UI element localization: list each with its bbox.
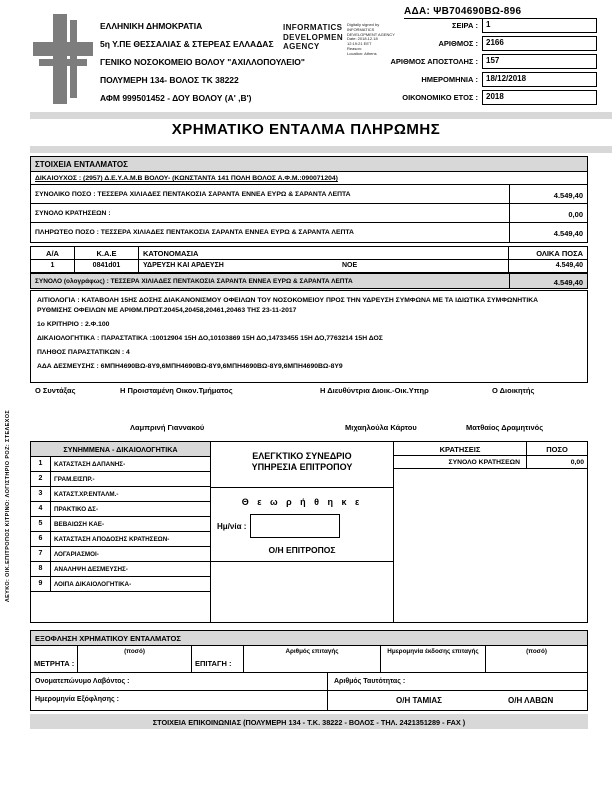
- attachment-num: 4: [31, 502, 51, 516]
- total-amount-row: [31, 185, 587, 204]
- attachment-row: [31, 577, 210, 592]
- cheque-number-hint: Αριθμός επιταγής: [244, 646, 381, 672]
- cell-aa: 1: [31, 260, 75, 272]
- header-field-row-imerominia: [0, 72, 612, 88]
- cheque-label: ΕΠΙΤΑΓΗ :: [192, 646, 244, 672]
- attachment-num: 2: [31, 472, 51, 486]
- cell-name: [139, 260, 509, 272]
- deductions-amount-header: ΠΟΣΟ: [546, 445, 568, 454]
- recipient-row: [31, 673, 587, 691]
- cashier-label: Ο/Η ΤΑΜΙΑΣ: [396, 696, 442, 705]
- stamp-line: AGENCY: [283, 42, 320, 51]
- deductions-total-amount: 0,00: [570, 459, 584, 466]
- attachment-num: 7: [31, 547, 51, 561]
- col-header-aa: Α/Α: [31, 247, 75, 259]
- signature-title-director: Η Διευθύντρια Διοικ.-Οικ.Υπηρ: [320, 386, 429, 395]
- copy-color-side-note: ΛΕΥΚΟ: ΟΙΚ.ΕΠΙΤΡΟΠΟΣ ΚΙΤΡΙΝΟ: ΛΟΓΙΣΤΗΡΙΟ ΡΟΖ: ΣΤΕΛΕΧΟΣ: [5, 409, 11, 602]
- receiver-label: Ο/Η ΛΑΒΩΝ: [508, 696, 554, 705]
- deductions-total-row: [394, 456, 587, 469]
- header-field-row-seira: [0, 18, 612, 34]
- kae-total-amount: 4.549,40: [509, 274, 587, 288]
- sig-detail-line: INFORMATICS: [347, 26, 375, 32]
- commissioner-label: Ο/Η ΕΠΙΤΡΟΠΟΣ: [268, 545, 336, 555]
- cell-amount: 4.549,40: [555, 262, 583, 269]
- attachment-label: ΠΡΑΚΤΙΚΟ ΔΣ-: [54, 506, 99, 513]
- cheque-amount-hint: (ποσό): [526, 648, 547, 655]
- etos-label: ΟΙΚΟΝΟΜΙΚΟ ΕΤΟΣ :: [402, 93, 478, 102]
- ada-code: ΑΔΑ: ΨΒ704690ΒΩ-896: [404, 6, 522, 17]
- payment-method-row: [31, 646, 587, 673]
- audit-court-line1: ΕΛΕΓΚΤΙΚΟ ΣΥΝΕΔΡΙΟ: [252, 451, 352, 461]
- attachment-num: 8: [31, 562, 51, 576]
- org-line: ΕΛΛΗΝΙΚΗ ΔΗΜΟΚΡΑΤΙΑ: [100, 21, 203, 31]
- justification-documents: ΔΙΚΑΙΟΛΟΓΗΤΙΚΑ : ΠΑΡΑΣΤΑΤΙΚΑ :10012904 15Η ΔΟ,10103869 15Η ΔΟ,14733455 15Η ΔΟ,7763214 15Η ΔΟΣ: [37, 334, 383, 342]
- attachment-row: [31, 502, 210, 517]
- audit-date-box: [250, 514, 340, 538]
- attachment-label: ΛΟΓΑΡΙΑΣΜΟΙ-: [54, 551, 99, 558]
- approved-stamp-text: Θ ε ω ρ ή θ η κ ε: [241, 497, 363, 507]
- middle-section: [30, 441, 588, 623]
- sig-detail-line: DEVELOPMENT AGENCY: [347, 31, 395, 37]
- settlement-date-row: [31, 691, 587, 710]
- signature-title-governor: Ο Διοικητής: [492, 386, 535, 395]
- paid-date-label: Ημερομηνία Εξόφλησης :: [31, 691, 328, 710]
- seira-label: ΣΕΙΡΑ :: [451, 21, 478, 30]
- signature-name-3: Ματθαίος Δραμητινός: [466, 423, 544, 432]
- attachment-num: 3: [31, 487, 51, 501]
- signature-title-author: Ο Συντάξας: [35, 386, 76, 395]
- cheque-date-hint: Ημερομηνία έκδοσης επιταγής: [381, 646, 486, 672]
- stamp-line: INFORMATICS: [283, 23, 343, 32]
- attachment-label: ΛΟΙΠΑ ΔΙΚΑΙΟΛΟΓΗΤΙΚΑ-: [54, 581, 132, 588]
- beneficiary-line: ΔΙΚΑΙΟΥΧΟΣ : (2957) Δ.Ε.Υ.Α.Μ.Β ΒΟΛΟΥ- (ΚΩΝΣΤΑΝΤΑ 141 ΠΟΛΗ ΒΟΛΟΣ Α.Φ.Μ.:090071204): [31, 172, 587, 185]
- sig-detail-line: Digitally signed by: [347, 22, 380, 27]
- sig-detail-line: Reason:: [347, 45, 362, 51]
- attachment-row: [31, 532, 210, 547]
- cell-name-note: ΝΟΕ: [341, 262, 358, 269]
- signature-name-1: Λαμπρινή Γιαννακού: [130, 423, 205, 432]
- attachment-label: ΚΑΤΑΣΤΑΣΗ ΔΑΠΑΝΗΣ-: [54, 461, 126, 468]
- attachment-num: 1: [31, 457, 51, 471]
- payable-amount-row: [31, 223, 587, 242]
- audit-date-label: Ημ/νία :: [217, 521, 247, 531]
- header-field-row-arithmos: [0, 36, 612, 52]
- page-title: ΧΡΗΜΑΤΙΚΟ ΕΝΤΑΛΜΑ ΠΛΗΡΩΜΗΣ: [171, 121, 441, 138]
- deductions-column: [394, 442, 587, 622]
- recipient-id-label: Αριθμός Ταυτότητας :: [334, 678, 406, 685]
- attachment-num: 9: [31, 577, 51, 591]
- signature-name-2: Μιχαηλούλα Κάρτου: [345, 423, 417, 432]
- stamp-line: DEVELOPMEN: [283, 32, 344, 42]
- payment-settlement-box: [30, 630, 588, 711]
- attachment-label: ΒΕΒΑΙΩΣΗ ΚΑΕ-: [54, 521, 105, 528]
- imerominia-label: ΗΜΕΡΟΜΗΝΙΑ :: [421, 75, 478, 84]
- org-line: ΓΕΝΙΚΟ ΝΟΣΟΚΟΜΕΙΟ ΒΟΛΟΥ "ΑΧΙΛΛΟΠΟΥΛΕΙΟ": [100, 57, 305, 67]
- payable-amount-words: ΠΛΗΡΩΤΕΟ ΠΟΣΟ : ΤΕΣΣΕΡΑ ΧΙΛΙΑΔΕΣ ΠΕΝΤΑΚΟΣΙΑ ΣΑΡΑΝΤΑ ΕΝΝΕΑ ΕΥΡΩ & ΣΑΡΑΝΤΑ ΛΕΠΤΑ: [35, 229, 354, 236]
- deductions-total-label: ΣΥΝΟΛΟ ΚΡΑΤΗΣΕΩΝ: [394, 456, 527, 468]
- kae-total-words: ΣΥΝΟΛΟ (ολογράφως) : ΤΕΣΣΕΡΑ ΧΙΛΙΑΔΕΣ ΠΕΝΤΑΚΟΣΙΑ ΣΑΡΑΝΤΑ ΕΝΝΕΑ ΕΥΡΩ & ΣΑΡΑΝΤΑ ΛΕΠΤΑ: [35, 278, 353, 285]
- attachment-label: ΚΑΤΑΣΤΑΣΗ ΑΠΟΔΟΣΗΣ ΚΡΑΤΗΣΕΩΝ-: [54, 536, 170, 543]
- contact-footer-bar: ΣΤΟΙΧΕΙΑ ΕΠΙΚΟΙΝΩΝΙΑΣ (ΠΟΛΥΜΕΡΗ 134 - Τ.Κ. 38222 - ΒΟΛΟΣ - ΤΗΛ. 2421351289 - FAX ): [30, 714, 588, 729]
- attachments-column: [31, 442, 211, 622]
- col-header-name: ΚΑΤΟΝΟΜΑΣΙΑ: [139, 247, 509, 259]
- attachment-row: [31, 472, 210, 487]
- deductions-total-value: 0,00: [509, 204, 587, 222]
- cash-amount-hint: (ποσό): [78, 646, 192, 672]
- deductions-col-header: ΚΡΑΤΗΣΕΙΣ: [394, 442, 527, 455]
- attachment-row: [31, 517, 210, 532]
- total-amount-words: ΣΥΝΟΛΙΚΟ ΠΟΣΟ : ΤΕΣΣΕΡΑ ΧΙΛΙΑΔΕΣ ΠΕΝΤΑΚΟΣΙΑ ΣΑΡΑΝΤΑ ΕΝΝΕΑ ΕΥΡΩ & ΣΑΡΑΝΤΑ ΛΕΠΤΑ: [35, 191, 351, 198]
- attachment-label: ΚΑΤΑΣΤ.ΧΡ.ΕΝΤΑΛΜ.-: [54, 491, 119, 498]
- seira-value-box: 1: [482, 18, 597, 33]
- attachment-num: 6: [31, 532, 51, 546]
- audit-court-line2: ΥΠΗΡΕΣΙΑ ΕΠΙΤΡΟΠΟΥ: [251, 462, 353, 472]
- cell-name-text: ΥΔΡΕΥΣΗ ΚΑΙ ΑΡΔΕΥΣΗ: [143, 262, 224, 269]
- kae-table-row: [31, 260, 587, 272]
- attachments-title: ΣΥΝΗΜΜΕΝΑ - ΔΙΚΑΙΟΛΟΓΗΤΙΚΑ: [31, 442, 210, 457]
- attachment-label: ΑΝΑΛΗΨΗ ΔΕΣΜΕΥΣΗΣ-: [54, 566, 128, 573]
- justification-doc-count: ΠΛΗΘΟΣ ΠΑΡΑΣΤΑΤΙΚΩΝ : 4: [37, 348, 130, 356]
- sig-detail-line: Date: 2018.12.18: [347, 36, 378, 42]
- audit-divider: [211, 561, 393, 562]
- sig-detail-line: Location: Athens: [347, 50, 377, 56]
- col-header-amount: ΟΛΙΚΑ ΠΟΣΑ: [536, 249, 583, 258]
- org-line: 5η Υ.ΠΕ ΘΕΣΣΑΛΙΑΣ & ΣΤΕΡΕΑΣ ΕΛΛΑΔΑΣ: [100, 39, 274, 49]
- arithmos-label: ΑΡΙΘΜΟΣ :: [438, 39, 478, 48]
- audit-column: [211, 442, 394, 622]
- payment-section-title: ΕΞΟΦΛΗΣΗ ΧΡΗΜΑΤΙΚΟΥ ΕΝΤΑΛΜΑΤΟΣ: [31, 631, 587, 646]
- kae-table-header: [31, 247, 587, 260]
- total-amount-value: 4.549,40: [509, 185, 587, 203]
- deductions-header: [394, 442, 587, 456]
- justification-box: [30, 290, 588, 383]
- imerominia-value-box: 18/12/2018: [482, 72, 597, 87]
- org-line: ΠΟΛΥΜΕΡΗ 134- ΒΟΛΟΣ ΤΚ 38222: [100, 75, 239, 85]
- attachment-num: 5: [31, 517, 51, 531]
- attachment-row: [31, 457, 210, 472]
- recipient-name-label: Ονοματεπώνυμο Λαβόντος :: [31, 673, 328, 690]
- kae-table: [30, 246, 588, 289]
- justification-reason: ΑΙΤΙΟΛΟΓΙΑ : ΚΑΤΑΒΟΛΗ 15ΗΣ ΔΟΣΗΣ ΔΙΑΚΑΝΟΝΙΣΜΟΥ ΟΦΕΙΛΩΝ ΤΟΥ ΝΟΣΟΚΟΜΕΙΟΥ ΠΡΟΣ ΤΗΝ ΥΔΡΕΥΣΗ ΣΥΜΦΩΝΑ ΜΕ ΤΑ ΙΔΙΩΤΙΚΑ ΣΥΜΦΩΝΗΤΙΚΑ ΡΥΘΜΙΣΗΣ ΟΦΕΙΛΩΝ ΜΕ ΑΡΙΘΜ.ΠΡΩΤ.20454,20458,20461,20463 ΤΗΣ 23-11-2017: [37, 297, 539, 314]
- arithmos-value-box: 2166: [482, 36, 597, 51]
- signature-title-head-finance: Η Προισταμένη Οικον.Τμήματος: [120, 386, 233, 395]
- cell-kae: 0841d01: [75, 260, 139, 272]
- settlement-signatures: [328, 691, 587, 710]
- justification-ada-commitment: ΑΔΑ ΔΕΣΜΕΥΣΗΣ : 6ΜΠΗ4690ΒΩ-8Υ9,6ΜΠΗ4690ΒΩ-8Υ9,6ΜΠΗ4690ΒΩ-8Υ9,6ΜΠΗ4690ΒΩ-8Υ9: [37, 362, 343, 370]
- audit-date-row: [211, 514, 393, 538]
- divider-band: [30, 112, 612, 119]
- header-field-row-etos: [0, 90, 612, 106]
- attachment-row: [31, 487, 210, 502]
- kae-total-row: [31, 272, 587, 288]
- attachment-row: [31, 562, 210, 577]
- sig-detail-line: 12:19:21 EET: [347, 41, 372, 47]
- col-header-kae: Κ.Α.Ε: [75, 247, 139, 259]
- justification-criterion: 1ο ΚΡΙΤΗΡΙΟ : 2.Φ.100: [37, 320, 110, 328]
- apostolis-value-box: 157: [482, 54, 597, 69]
- attachment-row: [31, 547, 210, 562]
- audit-court-header: [211, 442, 393, 488]
- etos-value-box: 2018: [482, 90, 597, 105]
- attachment-label: ΓΡΑΜ.ΕΙΣΠΡ.-: [54, 476, 95, 483]
- section-title-details: ΣΤΟΙΧΕΙΑ ΕΝΤΑΛΜΑΤΟΣ: [31, 157, 587, 172]
- deductions-total-label: ΣΥΝΟΛΟ ΚΡΑΤΗΣΕΩΝ :: [35, 210, 111, 217]
- payable-amount-value: 4.549,40: [509, 223, 587, 242]
- org-line: ΑΦΜ 999501452 - ΔΟΥ ΒΟΛΟΥ (Α' ,Β'): [100, 93, 252, 103]
- apostolis-label: ΑΡΙΘΜΟΣ ΑΠΟΣΤΟΛΗΣ :: [390, 57, 478, 66]
- warrant-details-box: [30, 156, 588, 243]
- deductions-total-row: [31, 204, 587, 223]
- divider-band: [30, 146, 612, 153]
- cash-label: ΜΕΤΡΗΤΑ :: [31, 646, 78, 672]
